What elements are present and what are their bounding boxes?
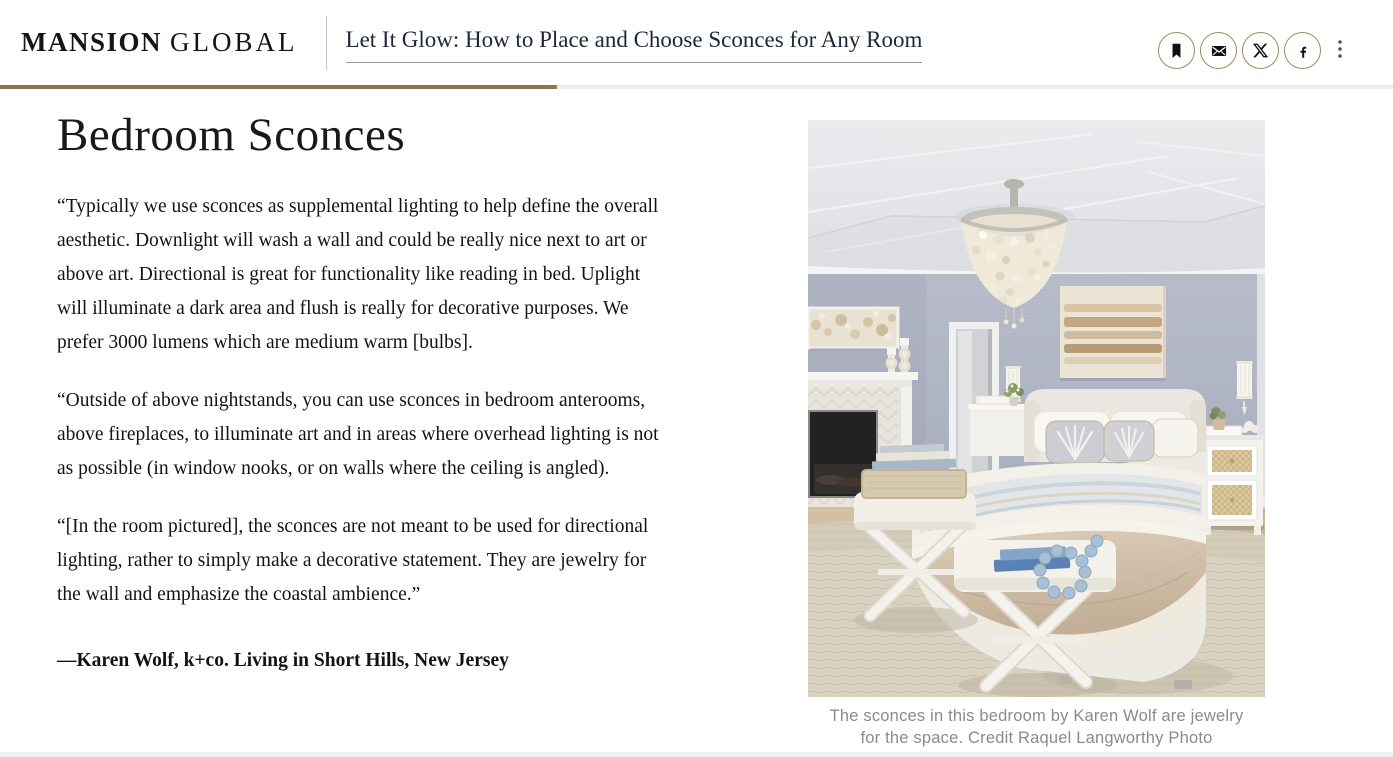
reading-progress-fill: [0, 85, 557, 89]
photo-caption: The sconces in this bedroom by Karen Wolf are jewelry for the space. Credit Raquel Langworthy Photo: [829, 707, 1244, 748]
attribution: —Karen Wolf, k+co. Living in Short Hills, New Jersey: [57, 650, 509, 671]
paragraph-1: “Typically we use sconces as supplemental lighting to help define the overall aesthetic. Downlight will wash a wall and could be really nice next to art or above art. Directional is great for functionality like reading in bed. Uplight will illuminate a dark area and flush is really for decorative purposes. We prefer 3000 lumens which are medium warm [bulbs].: [57, 196, 659, 353]
wicker-tray: [862, 470, 966, 498]
more-options-icon: [1337, 47, 1343, 62]
logo-primary: MANSION: [21, 27, 163, 57]
site-logo[interactable]: [21, 27, 298, 58]
header-actions: [1158, 32, 1393, 69]
x-share-button[interactable]: [1242, 32, 1279, 69]
header-divider: [326, 16, 327, 70]
capiz-wall-art: [808, 308, 898, 351]
bottom-page-edge: [0, 752, 1393, 757]
section-title: Bedroom Sconces: [57, 109, 406, 161]
bookmark-button[interactable]: [1158, 32, 1195, 69]
pillow: [1152, 419, 1198, 457]
more-options-button[interactable]: [1333, 35, 1347, 66]
article-figure: [808, 120, 1265, 750]
bedroom-photo: [808, 120, 1265, 697]
facebook-share-button[interactable]: [1284, 32, 1321, 69]
paragraph-3: “[In the room pictured], the sconces are not meant to be used for directional lighting, rather to simply make a decorative statement. They are jewelry for the wall and emphasize the coastal ambience.”: [57, 516, 649, 605]
logo-secondary: GLOBAL: [170, 27, 298, 57]
article-text-column: [57, 96, 665, 702]
email-icon: [1209, 41, 1229, 61]
bedroom-photo-illustration: [808, 120, 1265, 697]
reading-progress-track: [0, 85, 1393, 89]
x-icon: [1252, 42, 1269, 59]
abstract-art: [1060, 286, 1166, 381]
site-header: [0, 0, 1393, 85]
right-nightstand: [1198, 407, 1265, 535]
bookmark-icon: [1167, 41, 1186, 60]
facebook-icon: [1294, 42, 1312, 60]
email-share-button[interactable]: [1200, 32, 1237, 69]
article-title-link[interactable]: Let It Glow: How to Place and Choose Sconces for Any Room: [346, 27, 923, 63]
paragraph-2: “Outside of above nightstands, you can use sconces in bedroom anterooms, above fireplaces, to illuminate art and in areas where overhead lighting is not as possible (in window nooks, or on walls where the ceiling is angled).: [57, 390, 659, 479]
